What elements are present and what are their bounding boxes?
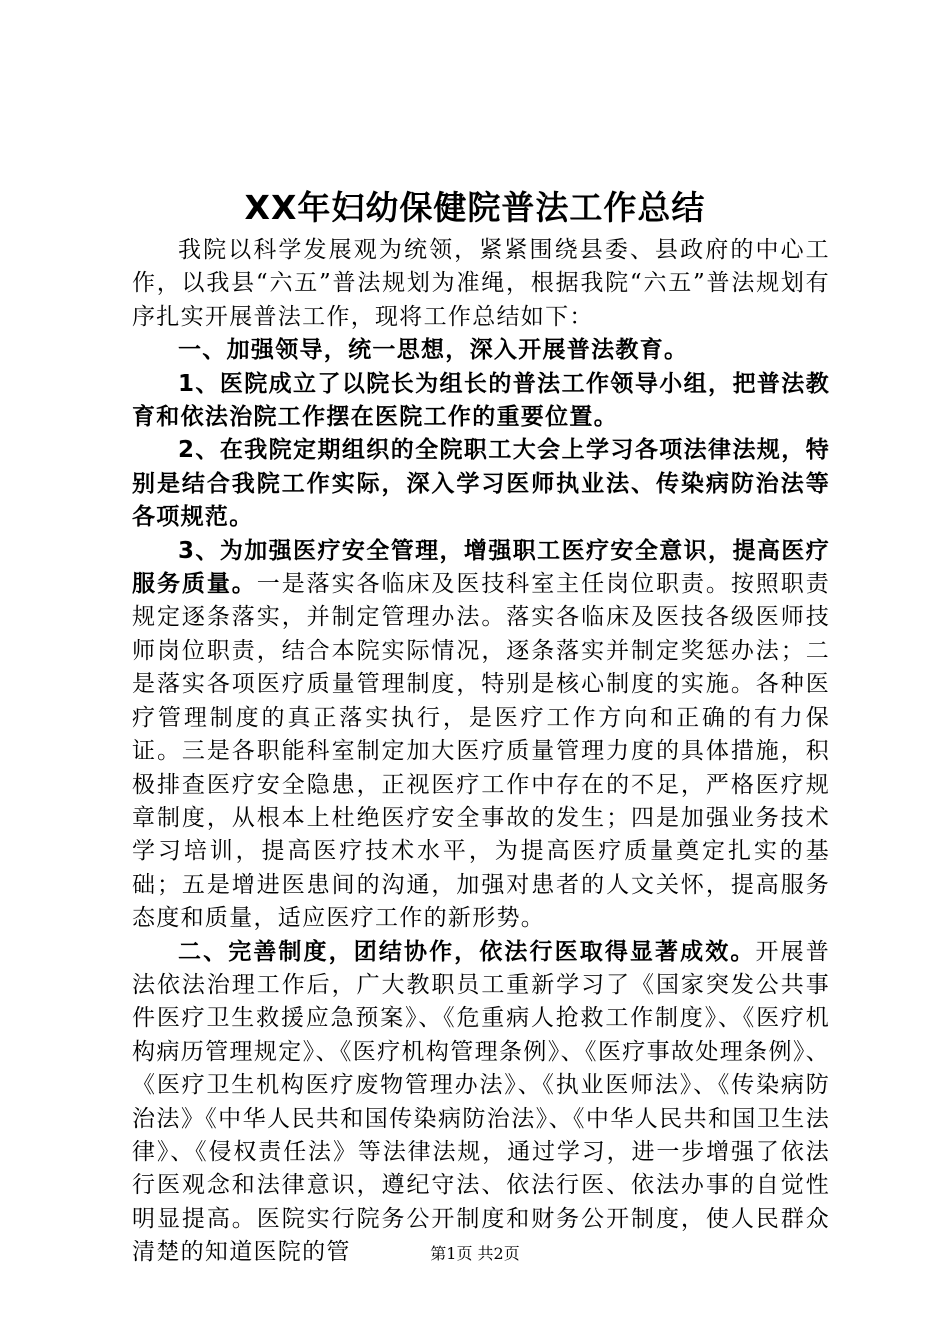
item-heading-text: 1、医院成立了以院长为组长的普法工作领导小组，把普法教育和依法治院工作摆在医院工作的重要位置。: [132, 370, 830, 431]
item-paragraph-1: [132, 368, 830, 435]
document-title: XX年妇幼保健院普法工作总结: [244, 188, 706, 227]
paragraph-text: 一是落实各临床及医技科室主任岗位职责。按照职责规定逐条落实，并制定管理办法。落实各临床及医技各级医师技师岗位职责，结合本院实际情况，逐条落实并制定奖惩办法；二是落实各项医疗质量管理制度，特别是核心制度的实施。各种医疗管理制度的真正落实执行，是医疗工作方向和正确的有力保证。三是各职能科室制定加大医疗质量管理力度的具体措施，积极排查医疗安全隐患，正视医疗工作中存在的不足，严格医疗规章制度，从根本上杜绝医疗安全事故的发生；四是加强业务技术学习培训，提高医疗技术水平，为提高医疗质量奠定扎实的基础；五是增进医患间的沟通，加强对患者的人文关怀，提高服务态度和质量，适应医疗工作的新形势。: [132, 571, 831, 932]
document-body: [132, 234, 830, 1270]
section-heading-text: 一、加强领导，统一思想，深入开展普法教育。: [178, 337, 689, 364]
item-paragraph-3: [132, 535, 830, 936]
page-number-footer: 第1页 共2页: [430, 1244, 520, 1263]
section-heading-text: 二、完善制度，团结协作，依法行医取得显著成效。: [178, 938, 756, 965]
section-heading-1: [132, 334, 830, 367]
paragraph-text: 开展普法依法治理工作后，广大教职员工重新学习了《国家突发公共事件医疗卫生救援应急预案》、《危重病人抢救工作制度》、《医疗机构病历管理规定》、《医疗机构管理条例》、《医疗事故处理条例》、《医疗卫生机构医疗废物管理办法》、《执业医师法》、《传染病防治法》《中华人民共和国传染病防治法》、《中华人民共和国卫生法律》、《侵权责任法》等法律法规，通过学习，进一步增强了依法行医观念和法律意识，遵纪守法、依法行医、依法办事的自觉性明显提高。医院实行院务公开制度和财务公开制度，使人民群众清楚的知道医院的管: [132, 938, 830, 1266]
paragraph-text: 我院以科学发展观为统领，紧紧围绕县委、县政府的中心工作，以我县“六五”普法规划为准绳，根据我院“六五”普法规划有序扎实开展普法工作，现将工作总结如下：: [132, 237, 830, 330]
section-paragraph-2: [132, 936, 830, 1270]
item-heading-text: 2、在我院定期组织的全院职工大会上学习各项法律法规，特别是结合我院工作实际，深入学习医师执业法、传染病防治法等各项规范。: [132, 437, 830, 531]
item-heading-text: 3、为加强医疗安全管理，增强职工医疗安全意识，提高医疗服务质量。: [132, 537, 830, 598]
intro-paragraph: [132, 234, 830, 334]
item-paragraph-2: [132, 434, 830, 534]
